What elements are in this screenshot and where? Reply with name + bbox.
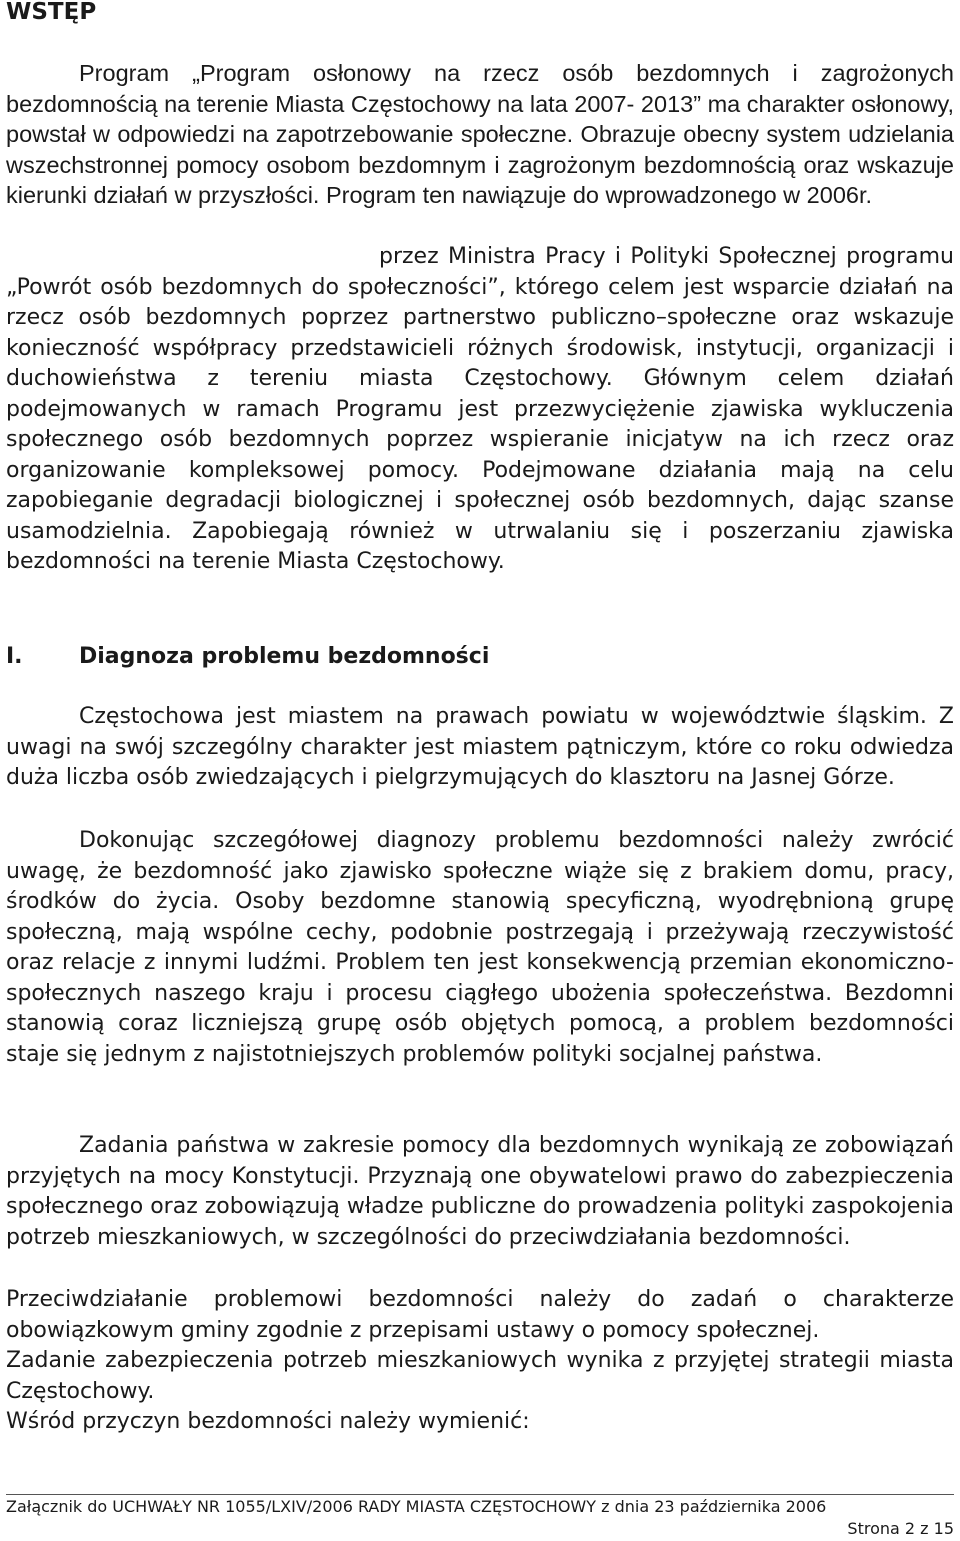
body-paragraph-6: Wśród przyczyn bezdomności należy wymienić: xyxy=(6,1409,530,1434)
body-paragraph-5: Zadanie zabezpieczenia potrzeb mieszkaniowych wynika z przyjętej strategii miasta Częstochowy. xyxy=(6,1348,954,1404)
body-paragraph-2: Dokonując szczegółowej diagnozy problemu bezdomności należy zwrócić uwagę, że bezdomność jako zjawisko społeczne wiąże się z brakiem domu, pracy, środków do życia. Osoby bezdomne stanowią specyficzną, wyodrębnioną grupę społeczną, mają wspólne cechy, podobnie postrzegają i przeżywają rzeczywistość oraz relacje z innymi ludźmi. Problem ten jest konsekwencją przemian ekonomiczno-społecznych naszego kraju i procesu ciągłego ubożenia społeczeństwa. Bezdomni stanowią coraz liczniejszą grupę osób objętych pomocą, a problem bezdomności staje się jednym z najistotniejszych problemów polityki socjalnej państwa. xyxy=(6,828,954,1067)
page-title: WSTĘP xyxy=(6,0,97,25)
section-title: Diagnoza problemu bezdomności xyxy=(79,644,490,669)
body-paragraph-1: Częstochowa jest miastem na prawach powiatu w województwie śląskim. Z uwagi na swój szczególny charakter jest miastem pątniczym, które co roku odwiedza duża liczba osób zwiedzających i pielgrzymujących do klasztoru na Jasnej Górze. xyxy=(6,704,954,790)
footer-attachment-note: Załącznik do UCHWAŁY NR 1055/LXIV/2006 RADY MIASTA CZĘSTOCHOWY z dnia 23 października 2006 xyxy=(6,1497,827,1516)
section-number: I. xyxy=(6,644,23,669)
page-number: Strona 2 z 15 xyxy=(847,1519,954,1538)
body-paragraph-4: Przeciwdziałanie problemowi bezdomności należy do zadań o charakterze obowiązkowym gminy zgodnie z przepisami ustawy o pomocy społecznej. xyxy=(6,1287,954,1343)
intro-paragraph-b: przez Ministra Pracy i Polityki Społecznej programu „Powrót osób bezdomnych do społeczności”, którego celem jest wsparcie działań na rzecz osób bezdomnych poprzez partnerstwo publiczno–społeczne oraz wskazuje konieczność współpracy przedstawicieli różnych środowisk, instytucji, organizacji i duchowieństwa z tereniu miasta Częstochowy. Głównym celem działań podejmowanych w ramach Programu jest przezwyciężenie zjawiska wykluczenia społecznego osób bezdomnych poprzez wspieranie inicjatyw na ich rzecz oraz organizowanie kompleksowej pomocy. Podejmowane działania mają na celu zapobieganie degradacji biologicznej i społecznej osób bezdomnych, dając szanse usamodzielnia. Zapobiegają również w utrwalaniu się i poszerzaniu zjawiska bezdomności na terenie Miasta Częstochowy. xyxy=(6,244,954,574)
footer-divider xyxy=(6,1494,954,1495)
intro-paragraph-a: Program „Program osłonowy na rzecz osób bezdomnych i zagrożonych bezdomnością na terenie Miasta Częstochowy na lata 2007- 2013” ma charakter osłonowy, powstał w odpowiedzi na zapotrzebowanie społeczne. Obrazuje obecny system udzielania wszechstronnej pomocy osobom bezdomnym i zagrożonym bezdomnością oraz wskazuje kierunki działań w przyszłości. Program ten nawiązuje do wprowadzonego w 2006r. xyxy=(6,60,954,208)
body-paragraph-3: Zadania państwa w zakresie pomocy dla bezdomnych wynikają ze zobowiązań przyjętych na mocy Konstytucji. Przyznają one obywatelowi prawo do zabezpieczenia społecznego oraz zobowiązują władze publiczne do prowadzenia polityki zaspokojenia potrzeb mieszkaniowych, w szczególności do przeciwdziałania bezdomności. xyxy=(6,1133,954,1250)
section-heading xyxy=(6,642,489,672)
